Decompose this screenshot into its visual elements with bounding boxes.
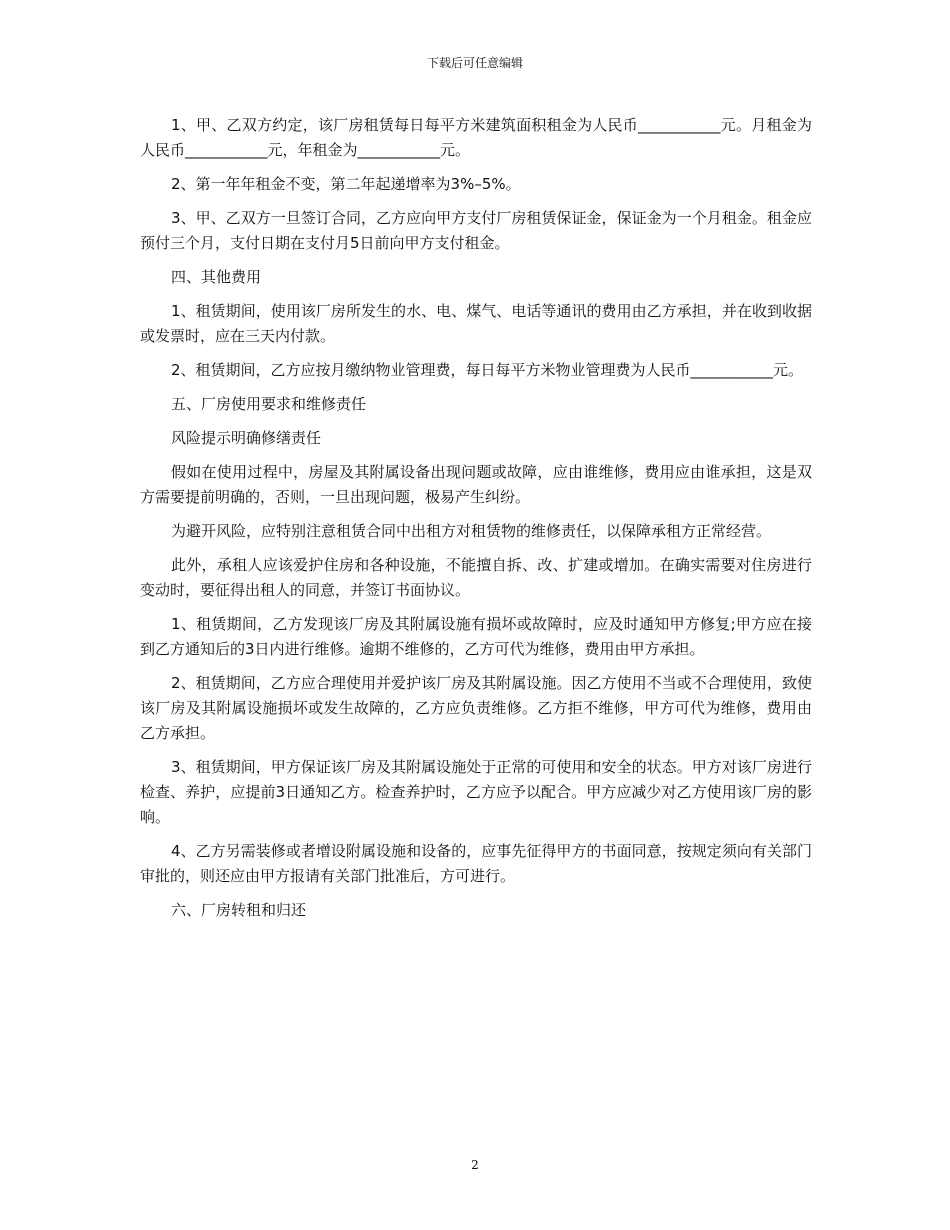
paragraph: 4、乙方另需装修或者增设附属设施和设备的，应事先征得甲方的书面同意，按规定须向有关部门审批的，则还应由甲方报请有关部门批准后，方可进行。 (140, 842, 812, 885)
paragraph: 此外，承租人应该爱护住房和各种设施，不能擅自拆、改、扩建或增加。在确实需要对住房进行变动时，要征得出租人的同意，并签订书面协议。 (140, 556, 812, 599)
document-body (140, 113, 812, 932)
paragraph: 为避开风险，应特别注意租赁合同中出租方对租赁物的维修责任，以保障承租方正常经营。 (171, 522, 772, 540)
section-heading: 六、厂房转租和归还 (171, 901, 307, 919)
paragraph: 1、甲、乙双方约定，该厂房租赁每日每平方米建筑面积租金为人民币___________元。月租金为人民币___________元，年租金为___________元。 (140, 116, 812, 159)
paragraph: 2、租赁期间，乙方应按月缴纳物业管理费，每日每平方米物业管理费为人民币___________元。 (171, 361, 804, 379)
page-number: 2 (471, 1158, 479, 1172)
paragraph: 假如在使用过程中，房屋及其附属设备出现问题或故障，应由谁维修，费用应由谁承担，这是双方需要提前明确的，否则，一旦出现问题，极易产生纠纷。 (140, 463, 812, 506)
section-heading: 四、其他费用 (171, 268, 262, 286)
paragraph: 1、租赁期间，乙方发现该厂房及其附属设施有损坏或故障时，应及时通知甲方修复;甲方应在接到乙方通知后的3日内进行维修。逾期不维修的，乙方可代为维修，费用由甲方承担。 (140, 615, 812, 658)
page-header: 下载后可任意编辑 (426, 56, 523, 70)
paragraph: 3、租赁期间，甲方保证该厂房及其附属设施处于正常的可使用和安全的状态。甲方对该厂房进行检查、养护，应提前3日通知乙方。检查养护时，乙方应予以配合。甲方应减少对乙方使用该厂房的影响。 (140, 758, 812, 826)
paragraph: 1、租赁期间，使用该厂房所发生的水、电、煤气、电话等通讯的费用由乙方承担，并在收到收据或发票时，应在三天内付款。 (140, 302, 812, 345)
paragraph: 2、租赁期间，乙方应合理使用并爱护该厂房及其附属设施。因乙方使用不当或不合理使用，致使该厂房及其附属设施损坏或发生故障的，乙方应负责维修。乙方拒不维修，甲方可代为维修，费用由乙方承担。 (140, 674, 812, 742)
subheading: 风险提示明确修缮责任 (171, 429, 322, 447)
section-heading: 五、厂房使用要求和维修责任 (171, 395, 367, 413)
paragraph: 3、甲、乙双方一旦签订合同，乙方应向甲方支付厂房租赁保证金，保证金为一个月租金。租金应预付三个月，支付日期在支付月5日前向甲方支付租金。 (140, 209, 812, 252)
paragraph: 2、第一年年租金不变，第二年起递增率为3%–5%。 (171, 175, 521, 193)
